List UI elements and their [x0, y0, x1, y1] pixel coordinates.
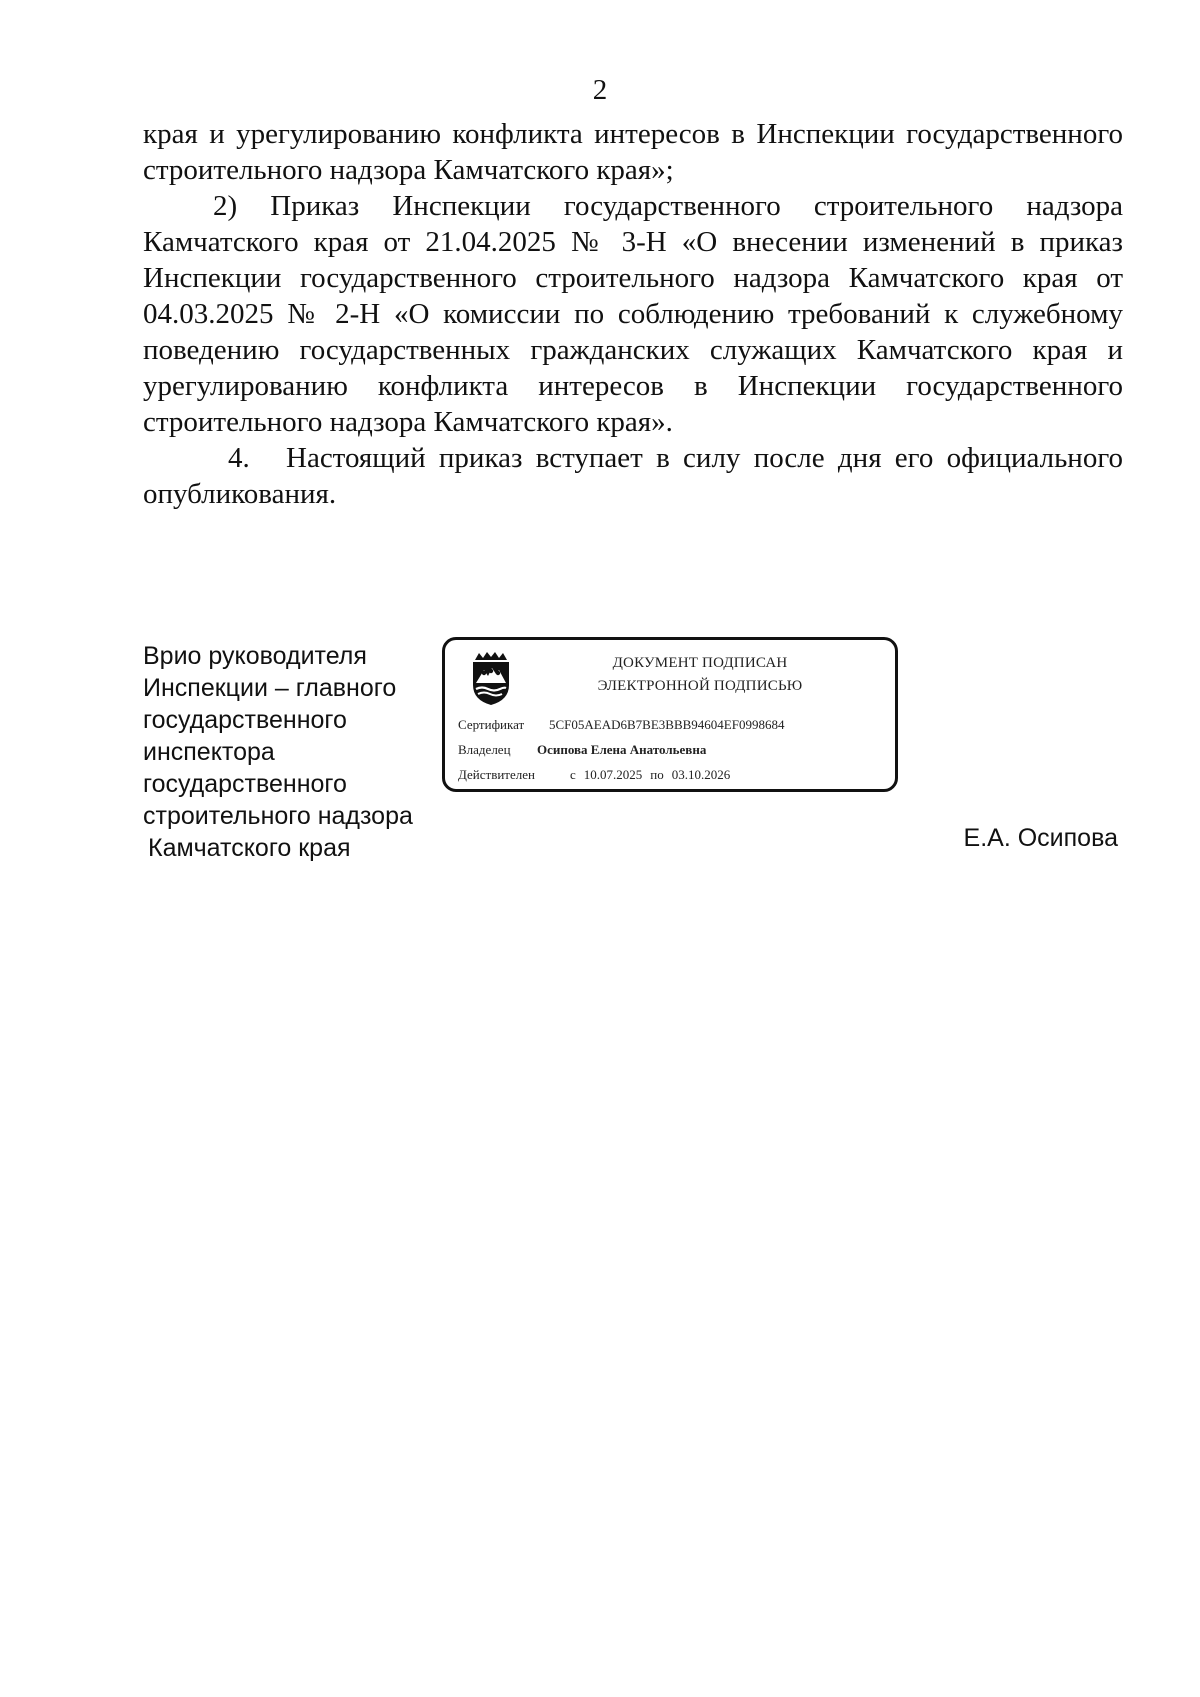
paragraph-item-4 [143, 440, 1123, 512]
stamp-heading-line: ДОКУМЕНТ ПОДПИСАН [612, 655, 788, 671]
signer-position [143, 640, 443, 864]
signer-title-line: Врио руководителя [143, 642, 367, 670]
validity-row [458, 767, 730, 783]
valid-to-prefix: по [650, 767, 664, 782]
stamp-heading [525, 652, 875, 698]
valid-to-date: 03.10.2026 [671, 767, 731, 782]
signer-title-line: Инспекции – главного [143, 674, 397, 702]
signer-title-line: Камчатского края [148, 834, 351, 862]
electronic-signature-stamp [442, 637, 898, 792]
certificate-label: Сертификат [458, 717, 525, 732]
page-number: 2 [592, 74, 608, 106]
item-4-number: 4. [228, 442, 250, 474]
signer-title-line: государственного [143, 770, 347, 798]
signer-name: Е.А. Осипова [963, 824, 1118, 852]
signer-title-line: государственного [143, 706, 347, 734]
kamchatka-coat-of-arms-icon [469, 652, 513, 706]
paragraph-item-2: 2) Приказ Инспекции государственного строительного надзора Камчатского края от 21.04.2025 № 3-Н «О внесении изменений в приказ Инспекции государственного строительного надзора Камчатского края от 04.03.2025 № 2-Н «О комиссии по соблюдению требований к служебному поведению государственных гражданских служащих Камчатского края и урегулированию конфликта интересов в Инспекции государственного строительного надзора Камчатского края». [143, 190, 1123, 438]
stamp-heading-line: ЭЛЕКТРОННОЙ ПОДПИСЬЮ [597, 678, 803, 694]
validity-label: Действителен [458, 767, 535, 782]
valid-from-date: 10.07.2025 [583, 767, 643, 782]
owner-row [458, 742, 706, 758]
valid-from-prefix: с [570, 767, 576, 782]
signer-title-line: строительного надзора [143, 802, 413, 830]
signer-title-line: инспектора [143, 738, 275, 766]
owner-value: Осипова Елена Анатольевна [537, 742, 707, 757]
paragraph-continuation: края и урегулированию конфликта интересов в Инспекции государственного строительного надзора Камчатского края»; [143, 118, 1123, 186]
certificate-row [458, 717, 784, 733]
item-4-text: Настоящий приказ вступает в силу после дня его официального опубликования. [143, 442, 1123, 510]
document-body [143, 116, 1123, 512]
certificate-value: 5CF05AEAD6B7BE3BBB94604EF0998684 [549, 717, 785, 732]
owner-label: Владелец [458, 742, 511, 757]
